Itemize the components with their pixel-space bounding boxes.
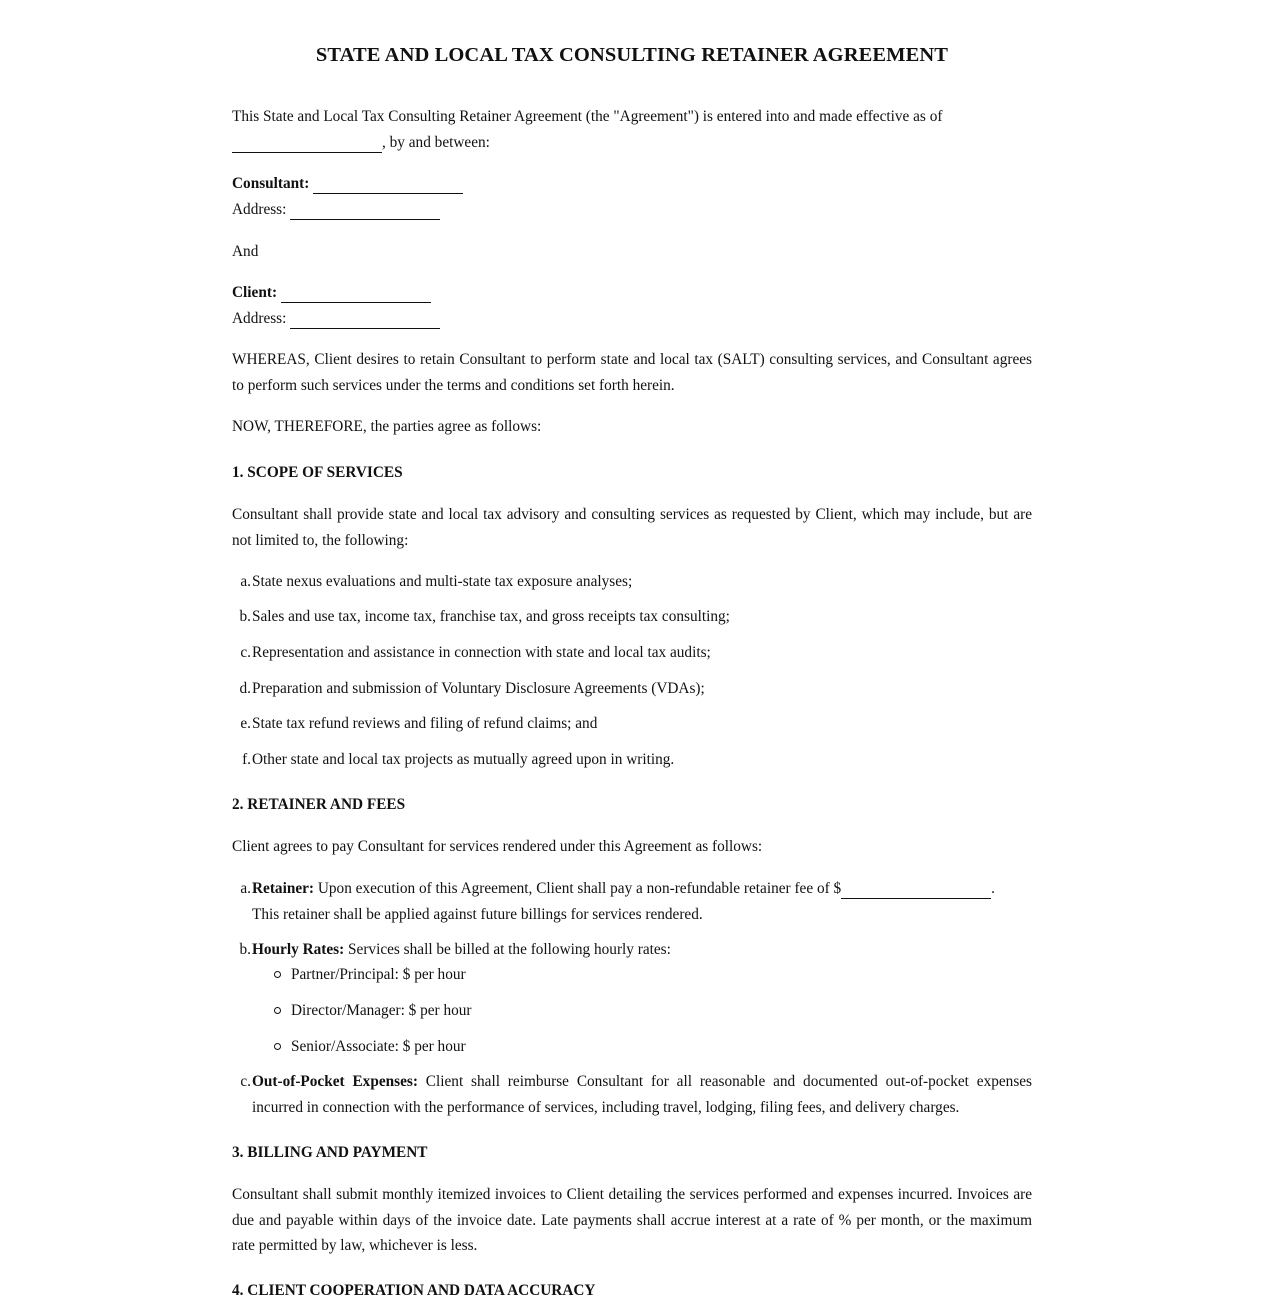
retainer-text-line2: This retainer shall be applied against future billings for services rendered.: [252, 905, 703, 923]
intro-text: This State and Local Tax Consulting Retainer Agreement (the "Agreement") is entered into and made effective as of: [232, 108, 943, 125]
retainer-label: Retainer:: [252, 880, 315, 897]
client-name-field[interactable]: [281, 284, 431, 303]
hourly-text: [252, 937, 1032, 963]
circle-bullet-icon: [274, 971, 281, 978]
list-item-text: Representation and assistance in connection with state and local tax audits;: [252, 644, 711, 661]
retainer-text-end: .: [991, 880, 995, 897]
list-marker: a.: [240, 573, 251, 590]
effective-date-field[interactable]: [232, 134, 382, 153]
client-line: [232, 280, 431, 306]
client-label: Client:: [232, 284, 278, 301]
list-item-text: State tax refund reviews and filing of refund claims; and: [252, 715, 598, 732]
rate-text: Senior/Associate: $ per hour: [291, 1038, 466, 1055]
scope-body: Consultant shall provide state and local tax advisory and consulting services as requested by Client, which may include, but are not limited to, the following:: [232, 506, 1032, 549]
consultant-address-field[interactable]: [290, 201, 440, 220]
and-text: And: [232, 243, 259, 260]
list-item-text: Other state and local tax projects as mutually agreed upon in writing.: [252, 751, 675, 768]
section-heading-cooperation: 4. CLIENT COOPERATION AND DATA ACCURACY: [232, 1282, 596, 1299]
intro-text-end: , by and between:: [382, 133, 490, 151]
intro-paragraph: [232, 104, 1032, 155]
client-address-field[interactable]: [290, 310, 440, 329]
retainer-text-main: Upon execution of this Agreement, Client shall pay a non-refundable retainer fee of $: [317, 880, 842, 897]
list-marker: f.: [242, 751, 251, 768]
circle-bullet-icon: [274, 1043, 281, 1050]
section-heading-fees: 2. RETAINER AND FEES: [232, 796, 406, 813]
client-address-line: [232, 306, 440, 332]
list-marker: b.: [239, 941, 251, 958]
expenses-text-main: Client shall reimburse Consultant for all reasonable and documented out-of-pocket expenses incurred in connection with the performance of services, including travel, lodging, filing fees, and delivery charges.: [252, 1073, 1033, 1116]
list-marker: e.: [240, 715, 251, 732]
consultant-name-field[interactable]: [313, 175, 463, 194]
rate-text: Director/Manager: $ per hour: [291, 1002, 472, 1019]
list-item-text: Sales and use tax, income tax, franchise tax, and gross receipts tax consulting;: [252, 608, 730, 625]
list-item-text: State nexus evaluations and multi-state tax exposure analyses;: [252, 573, 633, 590]
list-marker: c.: [240, 1073, 251, 1090]
expenses-text: [252, 1069, 1032, 1120]
rate-text: Partner/Principal: $ per hour: [291, 966, 466, 983]
address-label: Address:: [232, 201, 287, 218]
circle-bullet-icon: [274, 1007, 281, 1014]
list-item-text: Preparation and submission of Voluntary Disclosure Agreements (VDAs);: [252, 680, 705, 697]
list-marker: a.: [240, 880, 251, 897]
address-label: Address:: [232, 310, 287, 327]
expenses-label: Out-of-Pocket Expenses:: [252, 1073, 418, 1090]
retainer-text: [252, 876, 1032, 927]
document-title: STATE AND LOCAL TAX CONSULTING RETAINER AGREEMENT: [315, 44, 949, 66]
fees-body: Client agrees to pay Consultant for services rendered under this Agreement as follows:: [232, 838, 763, 855]
billing-body: Consultant shall submit monthly itemized invoices to Client detailing the services performed and expenses incurred. Invoices are due and payable within days of the invoice date. Late payments shall accrue interest at a rate of % per month, or the maximum rate permitted by law, whichever is less.: [232, 1186, 1032, 1255]
hourly-label: Hourly Rates:: [252, 941, 345, 958]
consultant-label: Consultant:: [232, 175, 310, 192]
section-heading-billing: 3. BILLING AND PAYMENT: [232, 1144, 428, 1161]
list-marker: d.: [239, 680, 251, 697]
section-heading-scope: 1. SCOPE OF SERVICES: [232, 464, 403, 481]
consultant-address-line: [232, 197, 440, 223]
consultant-line: [232, 171, 463, 197]
list-marker: b.: [239, 608, 251, 625]
hourly-text-main: Services shall be billed at the following hourly rates:: [348, 941, 671, 958]
list-marker: c.: [240, 644, 251, 661]
whereas-paragraph: WHEREAS, Client desires to retain Consultant to perform state and local tax (SALT) consulting services, and Consultant agrees to perform such services under the terms and conditions set forth herein.: [232, 351, 1032, 394]
retainer-fee-field[interactable]: [841, 880, 991, 899]
now-therefore-paragraph: NOW, THEREFORE, the parties agree as follows:: [232, 418, 542, 435]
